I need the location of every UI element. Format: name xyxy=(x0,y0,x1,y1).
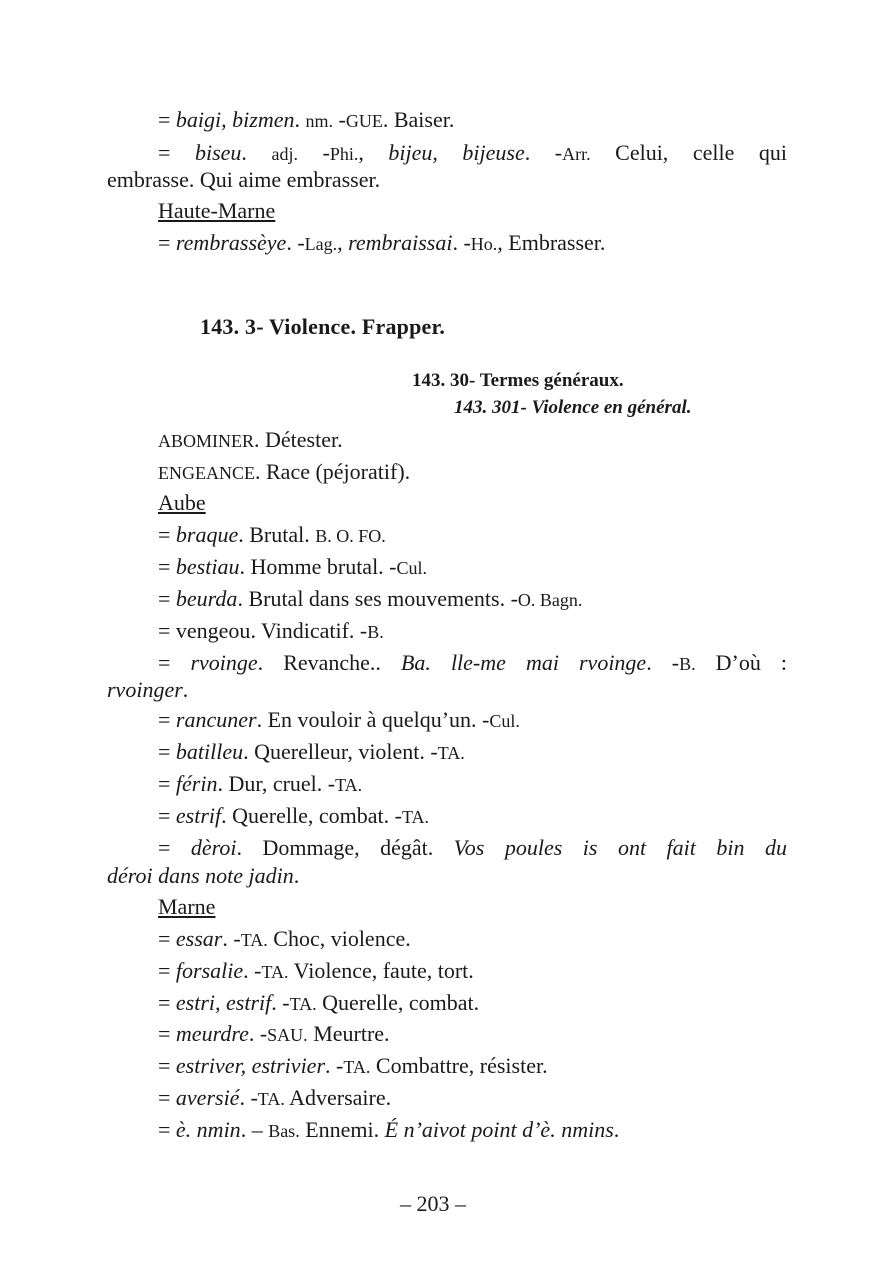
region-heading-marne: Marne xyxy=(158,894,216,919)
entry-biseu-continuation: embrasse. Qui aime embrasser. xyxy=(107,167,381,192)
entry-e-nmin: = è. nmin. – Bas. Ennemi. É n’aivot point d’è. nmins. xyxy=(158,1117,620,1142)
entry-essar: = essar. -TA. Choc, violence. xyxy=(158,926,411,951)
entry-estrif: = estrif. Querelle, combat. -TA. xyxy=(158,803,430,828)
entry-baigi: = baigi, bizmen. nm. -GUE. Baiser. xyxy=(158,107,455,132)
section-heading: 143. 3- Violence. Frapper. xyxy=(200,314,446,339)
entry-estriver: = estriver, estrivier. -TA. Combattre, résister. xyxy=(158,1053,548,1078)
entry-ferin: = férin. Dur, cruel. -TA. xyxy=(158,771,363,796)
sub-heading: 143. 30- Termes généraux. xyxy=(412,370,624,391)
entry-meurdre: = meurdre. -SAU. Meurtre. xyxy=(158,1021,390,1046)
entry-bestiau: = bestiau. Homme brutal. -Cul. xyxy=(158,554,428,579)
entry-biseu: = biseu. adj. -Phi., bijeu, bijeuse. -Arr. Celui, celle qui xyxy=(158,140,788,165)
entry-beurda: = beurda. Brutal dans ses mouvements. -O. Bagn. xyxy=(158,586,583,611)
entry-forsalie: = forsalie. -TA. Violence, faute, tort. xyxy=(158,958,474,983)
entry-abominer: ABOMINER. Détester. xyxy=(158,427,343,452)
entry-estri: = estri, estrif. -TA. Querelle, combat. xyxy=(158,990,480,1015)
entry-deroi: = dèroi. Dommage, dégât. Vos poules is ont fait bin du xyxy=(158,835,787,860)
sub-sub-heading: 143. 301- Violence en général. xyxy=(454,397,692,418)
entry-rembrasseye: = rembrassèye. -Lag., rembraissai. -Ho., Embrasser. xyxy=(158,230,606,255)
entry-aversie: = aversié. -TA. Adversaire. xyxy=(158,1085,392,1110)
entry-vengeou: = vengeou. Vindicatif. -B. xyxy=(158,618,384,643)
entry-rvoinge-continuation: rvoinger. xyxy=(107,677,189,702)
region-heading-haute-marne: Haute-Marne xyxy=(158,198,276,223)
entry-engeance: ENGEANCE. Race (péjoratif). xyxy=(158,459,411,484)
entry-braque: = braque. Brutal. B. O. FO. xyxy=(158,522,386,547)
page-number: – 203 – xyxy=(400,1191,466,1216)
entry-batilleu: = batilleu. Querelleur, violent. -TA. xyxy=(158,739,465,764)
entry-rvoinge: = rvoinge. Revanche.. Ba. lle-me mai rvoinge. -B. D’où : xyxy=(158,650,787,675)
entry-deroi-continuation: déroi dans note jadin. xyxy=(107,863,300,888)
entry-rancuner: = rancuner. En vouloir à quelqu’un. -Cul. xyxy=(158,707,520,732)
region-heading-aube: Aube xyxy=(158,490,206,515)
